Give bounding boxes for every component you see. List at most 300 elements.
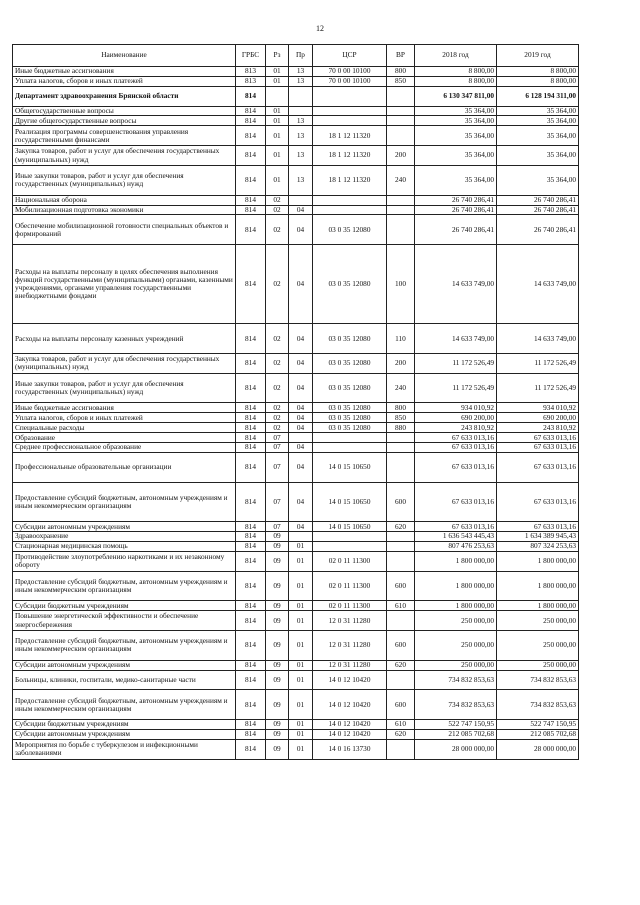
cell-2018: 934 010,92	[415, 403, 497, 413]
cell-2018: 807 476 253,63	[415, 541, 497, 551]
cell-name: Предоставление субсидий бюджетным, автономным учреждениям и иным некоммерческим организациям	[13, 690, 236, 720]
cell-vr: 620	[387, 522, 415, 532]
cell-2019: 35 364,00	[497, 146, 579, 166]
cell-2019: 67 633 013,16	[497, 452, 579, 482]
cell-2019: 1 800 000,00	[497, 551, 579, 571]
cell-rz: 09	[266, 571, 289, 601]
page-number: 12	[316, 24, 324, 33]
cell-grbs: 814	[236, 403, 266, 413]
cell-grbs: 814	[236, 413, 266, 423]
cell-csr	[313, 106, 387, 116]
header-rz: Рз	[266, 45, 289, 67]
cell-vr	[387, 195, 415, 205]
cell-rz: 02	[266, 373, 289, 403]
cell-name: Реализация программы совершенствования управления государственными финансами	[13, 126, 236, 146]
cell-pr: 04	[289, 245, 313, 324]
cell-rz: 02	[266, 324, 289, 354]
cell-pr: 01	[289, 601, 313, 611]
table-row	[13, 433, 579, 443]
cell-2019: 807 324 253,63	[497, 541, 579, 551]
cell-vr: 620	[387, 730, 415, 740]
cell-pr	[289, 195, 313, 205]
cell-vr	[387, 532, 415, 542]
cell-name: Расходы на выплаты персоналу казенных учреждений	[13, 324, 236, 354]
cell-vr: 600	[387, 571, 415, 601]
table-row	[13, 353, 579, 373]
cell-grbs: 814	[236, 165, 266, 195]
table-row	[13, 116, 579, 126]
cell-2018: 35 364,00	[415, 116, 497, 126]
cell-csr	[313, 443, 387, 453]
cell-grbs: 814	[236, 730, 266, 740]
cell-name: Закупка товаров, работ и услуг для обеспечения государственных (муниципальных) нужд	[13, 353, 236, 373]
cell-name: Специальные расходы	[13, 423, 236, 433]
cell-2018: 1 800 000,00	[415, 551, 497, 571]
table-row	[13, 670, 579, 690]
cell-2019: 6 128 194 311,00	[497, 86, 579, 106]
table-row	[13, 195, 579, 205]
cell-rz: 02	[266, 245, 289, 324]
cell-grbs: 814	[236, 571, 266, 601]
cell-grbs: 814	[236, 353, 266, 373]
cell-grbs: 814	[236, 452, 266, 482]
table-row	[13, 215, 579, 245]
header-vr: ВР	[387, 45, 415, 67]
cell-grbs: 814	[236, 324, 266, 354]
cell-2019: 26 740 286,41	[497, 205, 579, 215]
cell-2018: 690 200,00	[415, 413, 497, 423]
cell-2018: 1 636 543 445,43	[415, 532, 497, 542]
cell-2019: 67 633 013,16	[497, 443, 579, 453]
cell-rz: 02	[266, 205, 289, 215]
cell-vr	[387, 215, 415, 245]
table-row	[13, 146, 579, 166]
cell-pr: 13	[289, 76, 313, 86]
cell-pr	[289, 433, 313, 443]
cell-rz: 09	[266, 739, 289, 759]
cell-grbs: 814	[236, 601, 266, 611]
cell-2019: 28 000 000,00	[497, 739, 579, 759]
cell-name: Иные бюджетные ассигнования	[13, 67, 236, 77]
cell-2019: 26 740 286,41	[497, 215, 579, 245]
cell-name: Здравоохранение	[13, 532, 236, 542]
table-row	[13, 482, 579, 522]
cell-vr: 600	[387, 482, 415, 522]
cell-rz: 09	[266, 601, 289, 611]
cell-grbs: 814	[236, 482, 266, 522]
cell-name: Иные закупки товаров, работ и услуг для обеспечения государственных (муниципальных) нужд	[13, 373, 236, 403]
cell-vr: 850	[387, 76, 415, 86]
cell-vr: 800	[387, 67, 415, 77]
cell-name: Субсидии автономным учреждениям	[13, 660, 236, 670]
cell-2019: 35 364,00	[497, 116, 579, 126]
cell-2019: 250 000,00	[497, 660, 579, 670]
cell-csr: 03 0 35 12080	[313, 215, 387, 245]
cell-csr: 18 1 12 11320	[313, 146, 387, 166]
table-row	[13, 522, 579, 532]
cell-pr: 04	[289, 443, 313, 453]
cell-rz: 07	[266, 452, 289, 482]
table-row	[13, 690, 579, 720]
cell-2018: 8 800,00	[415, 67, 497, 77]
cell-grbs: 814	[236, 433, 266, 443]
cell-pr: 01	[289, 670, 313, 690]
cell-vr	[387, 541, 415, 551]
cell-2018: 26 740 286,41	[415, 195, 497, 205]
table-row	[13, 245, 579, 324]
cell-grbs: 814	[236, 670, 266, 690]
cell-pr: 04	[289, 452, 313, 482]
table-row	[13, 541, 579, 551]
cell-vr: 600	[387, 631, 415, 661]
cell-2018: 67 633 013,16	[415, 433, 497, 443]
cell-pr: 01	[289, 541, 313, 551]
cell-pr: 13	[289, 116, 313, 126]
cell-pr: 13	[289, 165, 313, 195]
cell-rz: 02	[266, 423, 289, 433]
cell-pr: 01	[289, 720, 313, 730]
cell-2018: 26 740 286,41	[415, 215, 497, 245]
cell-pr: 13	[289, 146, 313, 166]
cell-2019: 1 800 000,00	[497, 571, 579, 601]
cell-2019: 734 832 853,63	[497, 670, 579, 690]
cell-csr: 02 0 11 11300	[313, 571, 387, 601]
cell-rz: 01	[266, 106, 289, 116]
cell-grbs: 814	[236, 195, 266, 205]
cell-csr: 12 0 31 11280	[313, 631, 387, 661]
cell-csr: 03 0 35 12080	[313, 373, 387, 403]
cell-2018: 11 172 526,49	[415, 373, 497, 403]
cell-2018: 250 000,00	[415, 611, 497, 631]
cell-name: Расходы на выплаты персоналу в целях обеспечения выполнения функций государственными (муниципальными) органами, казенными учреждениями, органами управления государственными внебюджетными фондами	[13, 245, 236, 324]
table-body	[13, 67, 579, 760]
cell-2018: 67 633 013,16	[415, 452, 497, 482]
cell-csr	[313, 433, 387, 443]
cell-2019: 11 172 526,49	[497, 353, 579, 373]
cell-2019: 243 810,92	[497, 423, 579, 433]
cell-name: Мероприятия по борьбе с туберкулезом и инфекционными заболеваниями	[13, 739, 236, 759]
cell-name: Уплата налогов, сборов и иных платежей	[13, 76, 236, 86]
table-row	[13, 423, 579, 433]
cell-name: Субсидии автономным учреждениям	[13, 730, 236, 740]
cell-pr: 13	[289, 67, 313, 77]
cell-rz: 09	[266, 631, 289, 661]
cell-name: Субсидии бюджетным учреждениям	[13, 601, 236, 611]
cell-csr: 03 0 35 12080	[313, 353, 387, 373]
cell-vr: 200	[387, 146, 415, 166]
cell-csr: 70 0 00 10100	[313, 67, 387, 77]
cell-2019: 11 172 526,49	[497, 373, 579, 403]
cell-vr	[387, 739, 415, 759]
cell-csr: 14 0 12 10420	[313, 670, 387, 690]
cell-pr: 13	[289, 126, 313, 146]
cell-2018: 11 172 526,49	[415, 353, 497, 373]
cell-rz: 07	[266, 482, 289, 522]
cell-grbs: 814	[236, 423, 266, 433]
cell-rz: 01	[266, 116, 289, 126]
cell-2019: 1 800 000,00	[497, 601, 579, 611]
table-row	[13, 413, 579, 423]
cell-vr: 240	[387, 373, 415, 403]
cell-rz: 09	[266, 611, 289, 631]
cell-2019: 8 800,00	[497, 67, 579, 77]
cell-csr	[313, 116, 387, 126]
cell-grbs: 814	[236, 631, 266, 661]
cell-name: Иные закупки товаров, работ и услуг для обеспечения государственных (муниципальных) нужд	[13, 165, 236, 195]
cell-pr: 04	[289, 373, 313, 403]
table-row	[13, 601, 579, 611]
table-row	[13, 76, 579, 86]
table-row	[13, 551, 579, 571]
cell-pr: 04	[289, 423, 313, 433]
cell-csr: 14 0 12 10420	[313, 690, 387, 720]
cell-2018: 67 633 013,16	[415, 482, 497, 522]
cell-grbs: 814	[236, 215, 266, 245]
cell-vr: 610	[387, 601, 415, 611]
cell-vr	[387, 452, 415, 482]
cell-vr: 100	[387, 245, 415, 324]
cell-csr	[313, 86, 387, 106]
cell-name: Субсидии автономным учреждениям	[13, 522, 236, 532]
cell-vr: 880	[387, 423, 415, 433]
cell-vr	[387, 106, 415, 116]
table-row	[13, 739, 579, 759]
cell-name: Уплата налогов, сборов и иных платежей	[13, 413, 236, 423]
cell-2019: 67 633 013,16	[497, 522, 579, 532]
cell-vr: 240	[387, 165, 415, 195]
cell-2019: 212 085 702,68	[497, 730, 579, 740]
table-row	[13, 730, 579, 740]
cell-2019: 35 364,00	[497, 165, 579, 195]
cell-csr: 03 0 35 12080	[313, 413, 387, 423]
cell-name: Общегосударственные вопросы	[13, 106, 236, 116]
cell-2018: 14 633 749,00	[415, 324, 497, 354]
cell-name: Профессиональные образовательные организации	[13, 452, 236, 482]
cell-csr: 14 0 15 10650	[313, 482, 387, 522]
cell-vr	[387, 551, 415, 571]
cell-csr	[313, 205, 387, 215]
cell-grbs: 814	[236, 660, 266, 670]
cell-csr: 02 0 11 11300	[313, 601, 387, 611]
cell-pr: 04	[289, 215, 313, 245]
cell-pr: 01	[289, 739, 313, 759]
cell-2018: 734 832 853,63	[415, 670, 497, 690]
cell-name: Обеспечение мобилизационной готовности специальных объектов и формирований	[13, 215, 236, 245]
cell-name: Предоставление субсидий бюджетным, автономным учреждениям и иным некоммерческим организациям	[13, 571, 236, 601]
cell-grbs: 814	[236, 739, 266, 759]
cell-rz: 02	[266, 403, 289, 413]
cell-rz: 01	[266, 165, 289, 195]
cell-csr: 70 0 00 10100	[313, 76, 387, 86]
cell-2018: 250 000,00	[415, 660, 497, 670]
cell-vr: 850	[387, 413, 415, 423]
cell-2019: 734 832 853,63	[497, 690, 579, 720]
table-row	[13, 720, 579, 730]
cell-grbs: 814	[236, 146, 266, 166]
cell-pr: 04	[289, 413, 313, 423]
cell-pr: 04	[289, 353, 313, 373]
cell-csr: 14 0 12 10420	[313, 730, 387, 740]
cell-2018: 8 800,00	[415, 76, 497, 86]
cell-2018: 35 364,00	[415, 106, 497, 116]
cell-vr	[387, 433, 415, 443]
cell-name: Иные бюджетные ассигнования	[13, 403, 236, 413]
cell-pr: 01	[289, 631, 313, 661]
cell-csr: 18 1 12 11320	[313, 165, 387, 195]
cell-2018: 26 740 286,41	[415, 205, 497, 215]
cell-grbs: 814	[236, 522, 266, 532]
cell-grbs: 814	[236, 373, 266, 403]
cell-2018: 212 085 702,68	[415, 730, 497, 740]
cell-pr: 04	[289, 482, 313, 522]
cell-pr: 01	[289, 611, 313, 631]
cell-rz: 07	[266, 433, 289, 443]
cell-pr: 04	[289, 205, 313, 215]
cell-2019: 934 010,92	[497, 403, 579, 413]
cell-csr: 02 0 11 11300	[313, 551, 387, 571]
cell-rz: 07	[266, 443, 289, 453]
cell-rz: 01	[266, 76, 289, 86]
cell-2018: 250 000,00	[415, 631, 497, 661]
cell-2018: 243 810,92	[415, 423, 497, 433]
cell-grbs: 814	[236, 245, 266, 324]
cell-name: Субсидии бюджетным учреждениям	[13, 720, 236, 730]
cell-vr	[387, 116, 415, 126]
cell-rz: 01	[266, 67, 289, 77]
header-pr: Пр	[289, 45, 313, 67]
cell-2019: 690 200,00	[497, 413, 579, 423]
cell-rz: 02	[266, 413, 289, 423]
cell-name: Больницы, клиники, госпитали, медико-санитарные части	[13, 670, 236, 690]
cell-name: Повышение энергетической эффективности и обеспечение энергосбережения	[13, 611, 236, 631]
budget-table	[12, 44, 579, 760]
cell-grbs: 813	[236, 67, 266, 77]
cell-rz: 02	[266, 195, 289, 205]
cell-rz: 02	[266, 353, 289, 373]
cell-vr: 600	[387, 690, 415, 720]
cell-csr: 14 0 15 10650	[313, 522, 387, 532]
header-2018: 2018 год	[415, 45, 497, 67]
cell-2018: 1 800 000,00	[415, 571, 497, 601]
cell-grbs: 814	[236, 106, 266, 116]
table-row	[13, 86, 579, 106]
table-row	[13, 660, 579, 670]
cell-rz: 07	[266, 522, 289, 532]
cell-2019: 67 633 013,16	[497, 433, 579, 443]
cell-2018: 35 364,00	[415, 165, 497, 195]
cell-pr	[289, 106, 313, 116]
cell-grbs: 814	[236, 611, 266, 631]
cell-2018: 6 130 347 811,00	[415, 86, 497, 106]
cell-name: Национальная оборона	[13, 195, 236, 205]
cell-rz: 09	[266, 541, 289, 551]
cell-grbs: 814	[236, 690, 266, 720]
cell-csr	[313, 195, 387, 205]
cell-pr: 01	[289, 690, 313, 720]
cell-2019: 522 747 150,95	[497, 720, 579, 730]
cell-vr	[387, 443, 415, 453]
table-row	[13, 165, 579, 195]
cell-csr: 14 0 15 10650	[313, 452, 387, 482]
cell-rz: 09	[266, 551, 289, 571]
cell-2019: 67 633 013,16	[497, 482, 579, 522]
cell-2019: 14 633 749,00	[497, 245, 579, 324]
table-row	[13, 443, 579, 453]
cell-pr	[289, 86, 313, 106]
cell-pr: 04	[289, 403, 313, 413]
cell-name: Образование	[13, 433, 236, 443]
cell-vr	[387, 611, 415, 631]
table-row	[13, 324, 579, 354]
cell-2018: 28 000 000,00	[415, 739, 497, 759]
cell-grbs: 814	[236, 443, 266, 453]
table-row	[13, 631, 579, 661]
cell-name: Предоставление субсидий бюджетным, автономным учреждениям и иным некоммерческим организациям	[13, 482, 236, 522]
cell-2019: 250 000,00	[497, 631, 579, 661]
table-row	[13, 205, 579, 215]
cell-grbs: 814	[236, 720, 266, 730]
cell-vr: 110	[387, 324, 415, 354]
cell-rz: 01	[266, 126, 289, 146]
cell-vr	[387, 670, 415, 690]
cell-2018: 14 633 749,00	[415, 245, 497, 324]
table-row	[13, 403, 579, 413]
header-grbs: ГРБС	[236, 45, 266, 67]
cell-csr	[313, 541, 387, 551]
cell-name: Другие общегосударственные вопросы	[13, 116, 236, 126]
cell-csr: 14 0 16 13730	[313, 739, 387, 759]
cell-rz: 09	[266, 660, 289, 670]
cell-name: Среднее профессиональное образование	[13, 443, 236, 453]
cell-2018: 35 364,00	[415, 126, 497, 146]
table-row	[13, 67, 579, 77]
cell-vr: 800	[387, 403, 415, 413]
cell-grbs: 814	[236, 205, 266, 215]
cell-rz	[266, 86, 289, 106]
cell-2018: 522 747 150,95	[415, 720, 497, 730]
cell-name: Противодействие злоупотреблению наркотиками и их незаконному обороту	[13, 551, 236, 571]
cell-csr	[313, 532, 387, 542]
cell-rz: 02	[266, 215, 289, 245]
cell-grbs: 814	[236, 126, 266, 146]
cell-vr: 200	[387, 353, 415, 373]
cell-rz: 09	[266, 532, 289, 542]
table-row	[13, 126, 579, 146]
cell-grbs: 814	[236, 541, 266, 551]
table-row	[13, 571, 579, 601]
cell-pr: 01	[289, 660, 313, 670]
cell-pr: 01	[289, 551, 313, 571]
table-row	[13, 532, 579, 542]
cell-csr: 12 0 31 11280	[313, 660, 387, 670]
cell-pr: 04	[289, 324, 313, 354]
table-row	[13, 373, 579, 403]
cell-grbs: 814	[236, 532, 266, 542]
header-2019: 2019 год	[497, 45, 579, 67]
cell-vr	[387, 205, 415, 215]
cell-csr: 18 1 12 11320	[313, 126, 387, 146]
cell-pr	[289, 532, 313, 542]
cell-rz: 09	[266, 690, 289, 720]
cell-2019: 1 634 389 945,43	[497, 532, 579, 542]
table-header-row	[13, 45, 579, 67]
cell-grbs: 814	[236, 551, 266, 571]
cell-pr: 01	[289, 571, 313, 601]
cell-pr: 04	[289, 522, 313, 532]
cell-rz: 01	[266, 146, 289, 166]
header-name: Наименование	[13, 45, 236, 67]
cell-2019: 250 000,00	[497, 611, 579, 631]
